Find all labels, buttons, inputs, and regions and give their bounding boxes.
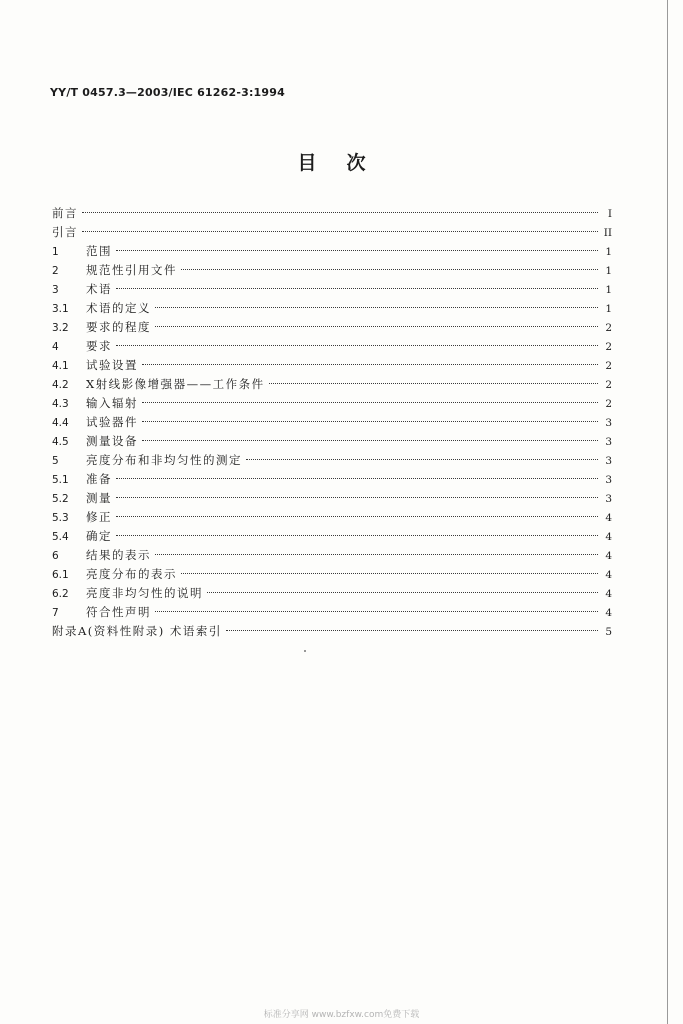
toc-entry-page: 3 bbox=[605, 474, 612, 486]
toc-entry-page: 1 bbox=[605, 246, 612, 258]
toc-dot-leader bbox=[116, 497, 598, 498]
toc-entry-title: 术语的定义 bbox=[86, 301, 151, 315]
toc-entry bbox=[52, 223, 612, 242]
toc-entry bbox=[52, 470, 612, 489]
toc-entry-number: 5.3 bbox=[52, 512, 69, 524]
toc-entry-title: 附录A(资料性附录) 术语索引 bbox=[52, 624, 222, 638]
toc-entry-number: 4.2 bbox=[52, 379, 69, 391]
toc-entry-title: 亮度分布的表示 bbox=[86, 567, 177, 581]
toc-dot-leader bbox=[116, 535, 598, 536]
toc-entry-page: 2 bbox=[605, 322, 612, 334]
toc-entry-number: 7 bbox=[52, 607, 59, 619]
toc-entry-title: 修正 bbox=[86, 510, 112, 524]
toc-dot-leader bbox=[142, 402, 598, 403]
toc-dot-leader bbox=[82, 231, 598, 232]
toc-entry-page: 4 bbox=[605, 550, 612, 562]
toc-entry-number: 4.3 bbox=[52, 398, 69, 410]
toc-entry-title: 要求 bbox=[86, 339, 112, 353]
toc-entry bbox=[52, 261, 612, 280]
toc-entry-page: 3 bbox=[605, 417, 612, 429]
toc-entry bbox=[52, 451, 612, 470]
toc-dot-leader bbox=[116, 345, 598, 346]
toc-entry-page: 1 bbox=[605, 265, 612, 277]
toc-entry-number: 3.1 bbox=[52, 303, 69, 315]
toc-dot-leader bbox=[116, 478, 598, 479]
toc-entry-title: 确定 bbox=[86, 529, 112, 543]
footer-watermark: 标准分享网 www.bzfxw.com免费下载 bbox=[263, 1010, 420, 1020]
toc-entry-page: 3 bbox=[605, 493, 612, 505]
toc-entry-number: 3.2 bbox=[52, 322, 69, 334]
toc-entry-page: 4 bbox=[605, 607, 612, 619]
toc-entry bbox=[52, 413, 612, 432]
toc-dot-leader bbox=[116, 288, 598, 289]
toc-entry-page: 2 bbox=[605, 379, 612, 391]
toc-entry-number: 5.2 bbox=[52, 493, 69, 505]
toc-entry-number: 3 bbox=[52, 284, 59, 296]
toc-entry-number: 2 bbox=[52, 265, 59, 277]
toc-dot-leader bbox=[155, 611, 598, 612]
toc-dot-leader bbox=[226, 630, 598, 631]
toc-entry bbox=[52, 242, 612, 261]
toc-entry-number: 6.2 bbox=[52, 588, 69, 600]
toc-entry bbox=[52, 508, 612, 527]
toc-entry bbox=[52, 375, 612, 394]
toc-entry-page: 4 bbox=[605, 512, 612, 524]
toc-dot-leader bbox=[142, 364, 598, 365]
toc-entry bbox=[52, 356, 612, 375]
toc-entry-title: 试验器件 bbox=[86, 415, 138, 429]
toc-entry-title: 亮度非均匀性的说明 bbox=[86, 586, 203, 600]
toc-entry-number: 5.4 bbox=[52, 531, 69, 543]
scan-speck bbox=[304, 650, 306, 652]
toc-entry-title: 规范性引用文件 bbox=[86, 263, 177, 277]
toc-entry-title: 测量 bbox=[86, 491, 112, 505]
toc-entry bbox=[52, 527, 612, 546]
toc-entry-page: 3 bbox=[605, 436, 612, 448]
toc-entry-number: 6.1 bbox=[52, 569, 69, 581]
toc-entry bbox=[52, 546, 612, 565]
toc-entry-title: 术语 bbox=[86, 282, 112, 296]
toc-entry-page: 4 bbox=[605, 531, 612, 543]
toc-entry-number: 1 bbox=[52, 246, 59, 258]
toc-dot-leader bbox=[155, 307, 598, 308]
toc-entry-title: 试验设置 bbox=[86, 358, 138, 372]
toc-dot-leader bbox=[155, 554, 598, 555]
toc-entry-page: 4 bbox=[605, 569, 612, 581]
toc-entry bbox=[52, 584, 612, 603]
toc-entry-title: X射线影像增强器——工作条件 bbox=[86, 377, 265, 391]
toc-dot-leader bbox=[116, 516, 598, 517]
toc-dot-leader bbox=[142, 421, 598, 422]
toc-entry-title: 要求的程度 bbox=[86, 320, 151, 334]
toc-entry-page: 1 bbox=[605, 303, 612, 315]
toc-entry bbox=[52, 280, 612, 299]
toc-entry-number: 4 bbox=[52, 341, 59, 353]
toc-dot-leader bbox=[181, 573, 598, 574]
toc-entry bbox=[52, 603, 612, 622]
toc-entry-page: 2 bbox=[605, 341, 612, 353]
toc-entry-title: 范围 bbox=[86, 244, 112, 258]
toc-entry-number: 5.1 bbox=[52, 474, 69, 486]
toc-entry-page: 5 bbox=[605, 626, 612, 638]
toc-dot-leader bbox=[142, 440, 598, 441]
toc-entry-number: 5 bbox=[52, 455, 59, 467]
toc-entry-title: 准备 bbox=[86, 472, 112, 486]
table-of-contents bbox=[52, 204, 612, 641]
toc-entry-page: 4 bbox=[605, 588, 612, 600]
toc-entry-page: 3 bbox=[605, 455, 612, 467]
standard-code-header: YY/T 0457.3—2003/IEC 61262-3:1994 bbox=[50, 86, 285, 99]
toc-dot-leader bbox=[116, 250, 598, 251]
toc-entry bbox=[52, 565, 612, 584]
toc-entry-page: 2 bbox=[605, 360, 612, 372]
toc-entry bbox=[52, 204, 612, 223]
toc-entry bbox=[52, 337, 612, 356]
toc-entry-page: 2 bbox=[605, 398, 612, 410]
toc-entry-title: 测量设备 bbox=[86, 434, 138, 448]
toc-dot-leader bbox=[207, 592, 598, 593]
toc-entry-title: 引言 bbox=[52, 225, 78, 239]
toc-entry bbox=[52, 489, 612, 508]
toc-entry bbox=[52, 299, 612, 318]
toc-entry bbox=[52, 394, 612, 413]
toc-entry-title: 亮度分布和非均匀性的测定 bbox=[86, 453, 242, 467]
toc-entry bbox=[52, 318, 612, 337]
toc-entry-title: 结果的表示 bbox=[86, 548, 151, 562]
page-title: 目次 bbox=[297, 152, 396, 174]
toc-entry bbox=[52, 432, 612, 451]
toc-entry bbox=[52, 622, 612, 641]
toc-dot-leader bbox=[82, 212, 598, 213]
toc-dot-leader bbox=[246, 459, 598, 460]
toc-entry-page: 1 bbox=[605, 284, 612, 296]
toc-dot-leader bbox=[269, 383, 598, 384]
toc-entry-number: 4.1 bbox=[52, 360, 69, 372]
toc-entry-title: 输入辐射 bbox=[86, 396, 138, 410]
toc-entry-number: 4.5 bbox=[52, 436, 69, 448]
toc-entry-page: II bbox=[603, 227, 612, 239]
toc-entry-number: 6 bbox=[52, 550, 59, 562]
toc-entry-title: 前言 bbox=[52, 206, 78, 220]
toc-entry-title: 符合性声明 bbox=[86, 605, 151, 619]
toc-dot-leader bbox=[181, 269, 598, 270]
toc-entry-number: 4.4 bbox=[52, 417, 69, 429]
toc-dot-leader bbox=[155, 326, 598, 327]
toc-entry-page: I bbox=[607, 208, 612, 220]
